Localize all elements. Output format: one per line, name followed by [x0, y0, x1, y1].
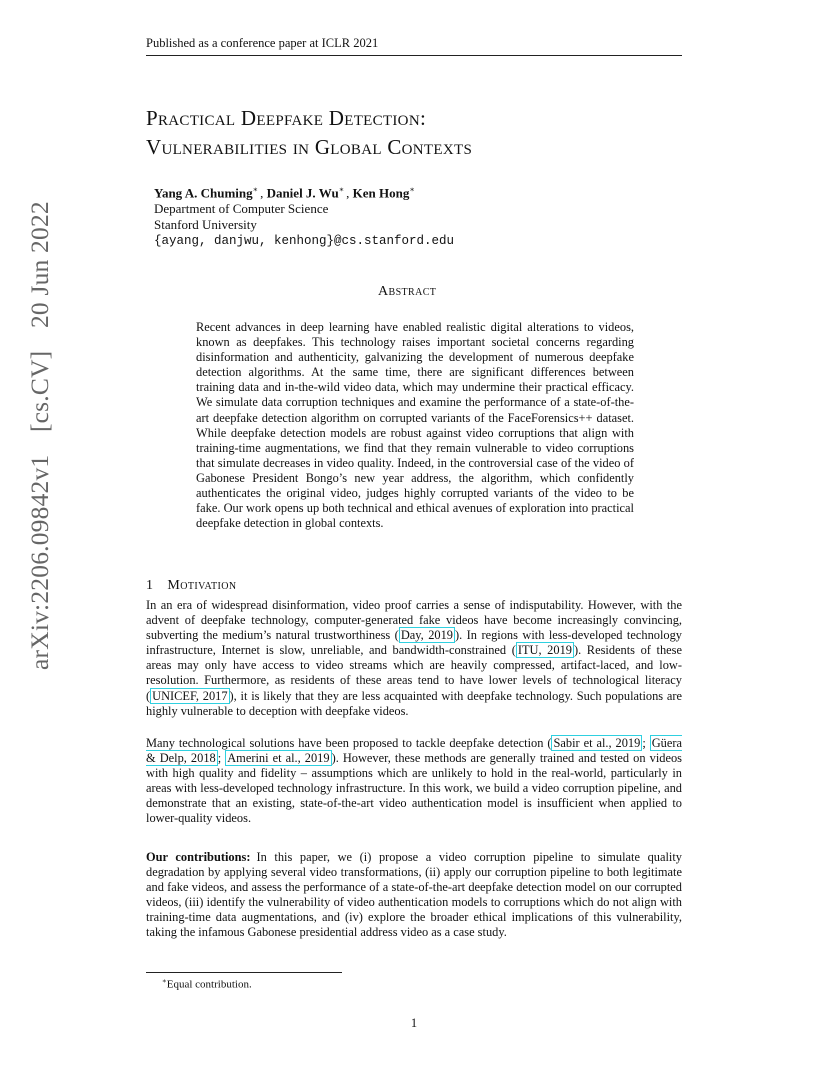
running-head: Published as a conference paper at ICLR 2021 [146, 36, 682, 56]
text-run: Many technological solutions have been proposed to tackle deepfake detection ( [146, 736, 552, 750]
text-run: ). However, these methods are generally trained and tested on videos with high quality and fidelity – assumptions which are unlikely to hold in the real-world, particularly in areas with less-developed technology infrastructure. In this work, we build a video corruption pipeline, and demonstrate that an existing, state-of-the-art video authentication model is insufficient when applied to lower-quality videos. [146, 751, 682, 826]
author-3: Ken Hong [352, 185, 410, 201]
motivation-paragraph-2 [146, 736, 682, 827]
text-run: ). Residents of these areas may only have access to video streams which are heavily compressed, artifact-laced, and low-resolution. Furthermore, as residents of these areas tend to have lower levels of technological literacy ( [146, 643, 682, 703]
author-1: Yang A. Chuming [154, 185, 253, 201]
author-names: Yang A. Chuming∗ , Daniel J. Wu∗ , Ken Hong∗ [154, 185, 415, 201]
footnote-mark: ∗ [162, 977, 167, 985]
abstract-text: Recent advances in deep learning have enabled realistic digital alterations to videos, known as deepfakes. This technology raises important societal concerns regarding disinformation and authenticity, galvanizing the development of numerous deepfake detection algorithms. At the same time, there are significant differences between training data and in-the-wild video data, which may undermine their practical efficacy. We simulate data corruption techniques and examine the performance of a state-of-the-art deepfake detection algorithm on corrupted variants of the FaceForensics++ dataset. While deepfake detection models are robust against video corruptions that align with training-time augmentations, we find that they remain vulnerable to video corruptions that simulate decreases in video quality. Indeed, in the controversial case of the video of Gabonese President Bongo’s new year address, the algorithm, which confidently authenticates the original video, judges highly corrupted variants of the video to be fake. Our work opens up both technical and ethical avenues of exploration into practical deepfake detection in global contexts. [196, 320, 634, 531]
contributions-text: In this paper, we (i) propose a video corruption pipeline to simulate quality degradation by applying several video transformations, (ii) apply our corruption pipeline to both legitimate and fake videos, and assess the performance of a state-of-the-art deepfake detection model on our corrupted videos, (iii) identify the vulnerability of video authentication models to corruptions which do not align with training-time data augmentations, and (iv) explore the broader ethical implications of this vulnerability, taking the infamous Gabonese presidential address video as a case study. [146, 850, 682, 940]
section-heading-motivation [146, 578, 236, 594]
university: Stanford University [154, 217, 257, 233]
arxiv-side-identifier [12, 201, 68, 670]
title-line-2: Vulnerabilities in Global Contexts [146, 135, 473, 159]
page-number: 1 [410, 1016, 418, 1030]
text-run: In an era of widespread disinformation, video proof carries a sense of indisputability. However, with the advent of deepfake technology, computer-generated fake videos have become increasingly convincing, subverting the medium’s natural trustworthiness ( [146, 598, 682, 643]
citation-link[interactable]: UNICEF, 2017 [152, 688, 228, 703]
contributions-paragraph [146, 850, 682, 941]
text-run: ; [217, 751, 226, 766]
citation-link[interactable]: Güera & Delp, 2018 [146, 736, 682, 766]
footnote-text: Equal contribution. [166, 978, 252, 991]
arxiv-id[interactable]: arXiv:2206.09842v1 [25, 454, 54, 670]
footnote-rule [146, 972, 342, 973]
citation-link[interactable]: ITU, 2019 [517, 643, 572, 658]
department: Department of Computer Science [154, 201, 329, 217]
motivation-paragraph-1 [146, 598, 682, 719]
text-run: ; [642, 736, 650, 750]
contributions-lead: Our contributions: [146, 850, 251, 864]
arxiv-category: [cs.CV] [25, 350, 54, 433]
section-number: 1 [146, 578, 154, 593]
citation-link[interactable]: Day, 2019 [400, 628, 453, 643]
author-block [154, 182, 674, 249]
section-title: Motivation [167, 578, 237, 593]
text-run: ). In regions with less-developed technology infrastructure, Internet is slow, unreliable, and bandwidth-constrained ( [146, 628, 682, 658]
equal-contrib-mark[interactable]: ∗ [338, 185, 345, 194]
equal-contrib-mark[interactable]: ∗ [409, 185, 415, 194]
arxiv-date: 20 Jun 2022 [25, 201, 54, 329]
text-run: ), it is likely that they are less acquainted with deepfake technology. Such populations are highly vulnerable to deception with deepfake videos. [146, 688, 682, 718]
title-line-1: Practical Deepfake Detection: [146, 106, 427, 130]
equal-contrib-mark[interactable]: ∗ [252, 185, 259, 194]
author-emails: {ayang, danjwu, kenhong}@cs.stanford.edu [154, 234, 455, 249]
paper-title [146, 104, 706, 162]
author-2: Daniel J. Wu [266, 185, 339, 201]
footnote [162, 977, 252, 991]
abstract-heading: Abstract [378, 284, 437, 299]
citation-link[interactable]: Amerini et al., 2019 [227, 751, 330, 766]
citation-link[interactable]: Sabir et al., 2019 [553, 736, 641, 750]
